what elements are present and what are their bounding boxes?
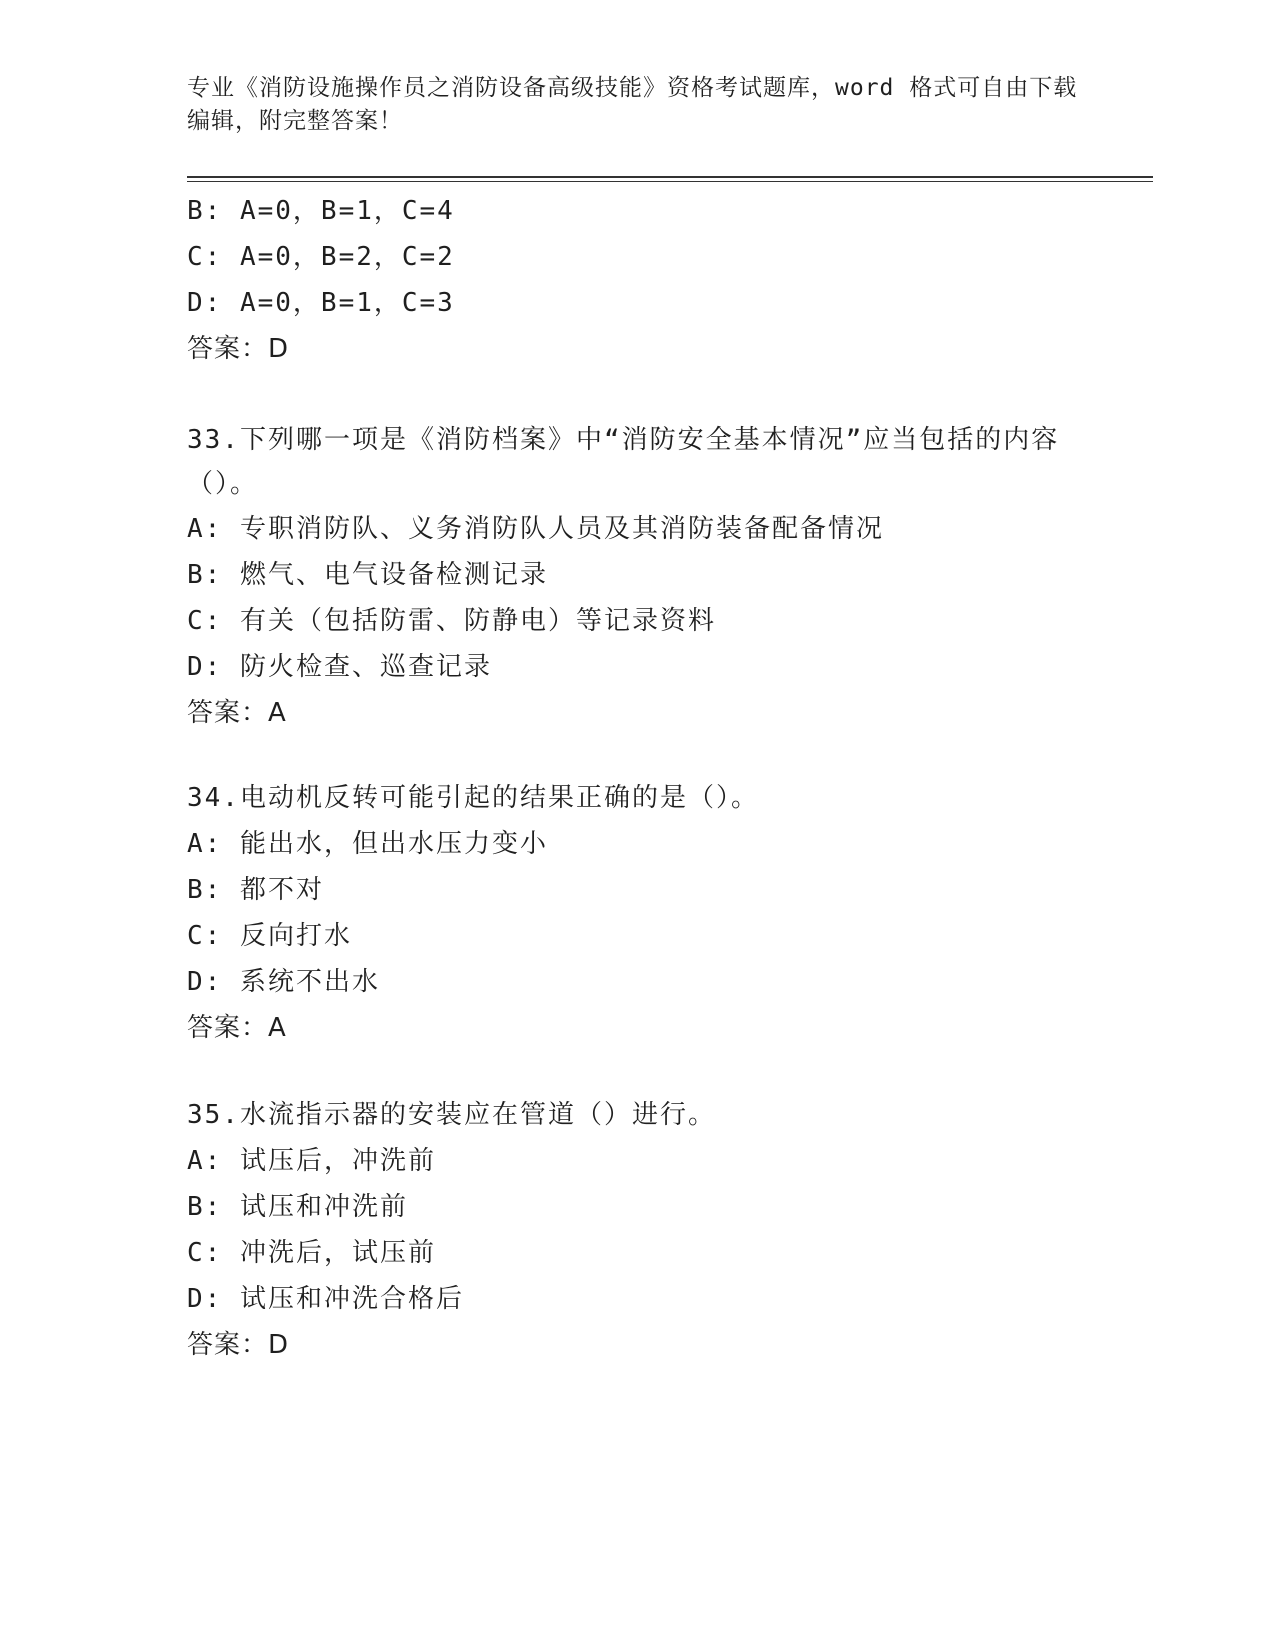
question-33 xyxy=(187,418,1087,736)
option-d: D: 防火检查、巡查记录 xyxy=(187,652,492,682)
answer: 答案：D xyxy=(187,334,290,364)
option-c: C: 有关（包括防雷、防静电）等记录资料 xyxy=(187,606,716,636)
question-34 xyxy=(187,775,1087,1051)
option-d: D: 试压和冲洗合格后 xyxy=(187,1284,464,1314)
document-header: 专业《消防设施操作员之消防设备高级技能》资格考试题库，word 格式可自由下载编辑，附完整答案！ xyxy=(187,75,1078,134)
header-divider-thin xyxy=(187,181,1153,182)
option-c: C: 冲洗后，试压前 xyxy=(187,1238,436,1268)
question-35 xyxy=(187,1092,1087,1368)
option-d: D: A=0，B=1，C=3 xyxy=(187,288,455,318)
option-c: C: 反向打水 xyxy=(187,921,352,951)
option-b: B: 试压和冲洗前 xyxy=(187,1192,408,1222)
option-b: B: A=0，B=1，C=4 xyxy=(187,196,455,226)
option-b: B: 都不对 xyxy=(187,875,324,905)
option-a: A: 能出水，但出水压力变小 xyxy=(187,829,548,859)
header-divider xyxy=(187,176,1153,178)
option-b: B: 燃气、电气设备检测记录 xyxy=(187,560,548,590)
answer: 答案：A xyxy=(187,1013,287,1043)
option-a: A: 试压后，冲洗前 xyxy=(187,1146,436,1176)
option-d: D: 系统不出水 xyxy=(187,967,380,997)
question-stem: 33.下列哪一项是《消防档案》中“消防安全基本情况”应当包括的内容（）。 xyxy=(187,425,1060,499)
question-32-continued xyxy=(187,188,1087,372)
option-c: C: A=0，B=2，C=2 xyxy=(187,242,455,272)
answer: 答案：A xyxy=(187,698,287,728)
question-stem: 35.水流指示器的安装应在管道（）进行。 xyxy=(187,1100,716,1130)
question-stem: 34.电动机反转可能引起的结果正确的是（）。 xyxy=(187,783,759,813)
answer: 答案：D xyxy=(187,1330,290,1360)
option-a: A: 专职消防队、义务消防队人员及其消防装备配备情况 xyxy=(187,514,884,544)
